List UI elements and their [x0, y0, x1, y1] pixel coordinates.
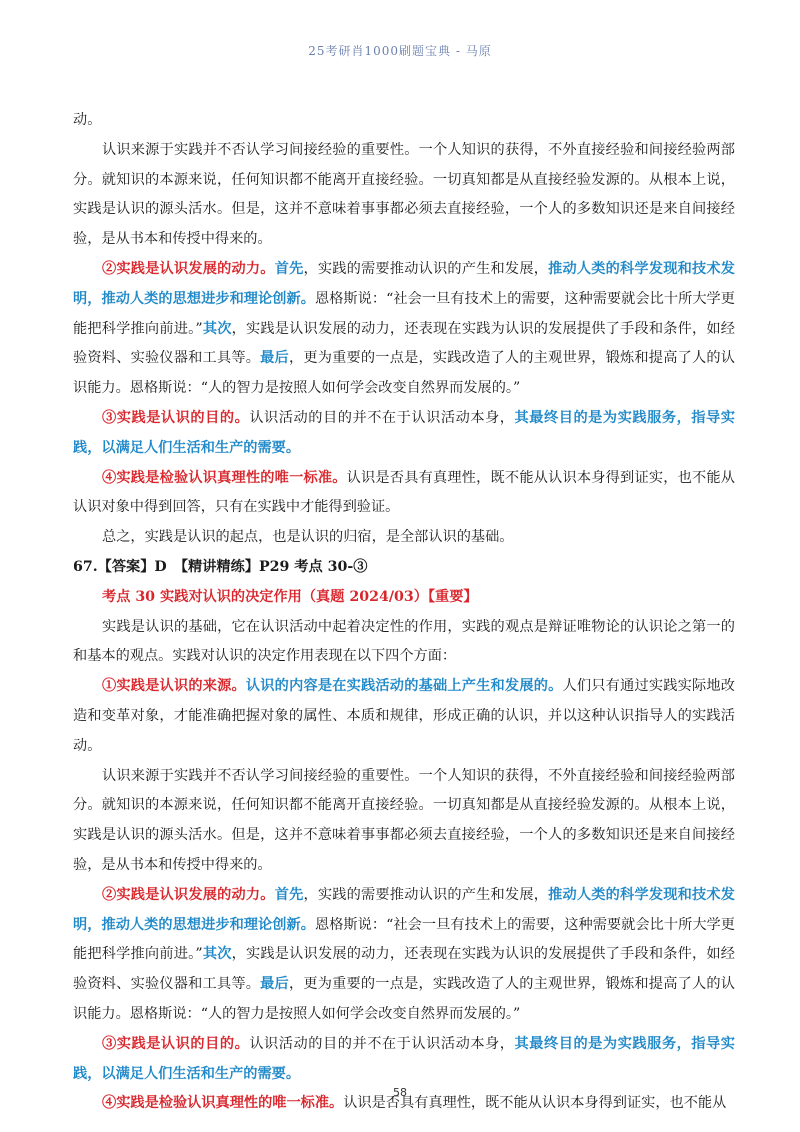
emphasis: 其最终目的是为实践服务，指导实践，以满足人们生活和生产的需要。	[73, 409, 735, 456]
paragraph	[73, 1030, 735, 1090]
keyword: 首先	[274, 260, 304, 277]
text: 认识活动的目的并不在于认识活动本身，	[249, 1035, 515, 1052]
text: ，实践是认识发展的动力，还表现在实践为认识的发展提供了手段和条件，如经验资料、实验仪器和工具等。	[73, 946, 735, 993]
paragraph	[73, 464, 735, 524]
topic-title: 考点 30 实践对认识的决定作用（真题 2024/03）【重要】	[102, 588, 478, 605]
point-heading: ②实践是认识发展的动力。	[102, 260, 275, 277]
page-number: 58	[393, 1086, 407, 1099]
paragraph: 认识来源于实践并不否认学习间接经验的重要性。一个人知识的获得，不外直接经验和间接经验两部分。就知识的本源来说，任何知识都不能离开直接经验。一切真知都是从直接经验发源的。从根本上说，实践是认识的源头活水。但是，这并不意味着事事都必须去直接经验，一个人的多数知识还是来自间接经验，是从书本和传授中得来的。	[73, 767, 735, 873]
keyword: 最后	[260, 976, 289, 993]
text: 认识是否具有真理性，既不能从认识本身得到证实，也不能从认识对象中得到回答，只有在实践中才能得到验证。	[73, 469, 735, 516]
text: 人们只有通过实践实际地改造和变革对象，才能准确把握对象的属性、本质和规律，形成正确的认识，并以这种认识指导人的实践活动。	[73, 678, 735, 754]
page-header: 25考研肖1000刷题宝典 - 马原	[308, 44, 492, 58]
text: ，实践的需要推动认识的产生和发展，	[303, 260, 549, 277]
keyword: 其次	[202, 946, 232, 963]
emphasis: 其最终目的是为实践服务，指导实践，以满足人们生活和生产的需要。	[73, 1035, 735, 1082]
text: 认识是否具有真理性，既不能从认识本身得到证实，也不能从	[343, 1095, 727, 1112]
text: ，更为重要的一点是，实践改造了人的主观世界，锻炼和提高了人的认识能力。恩格斯说：“人的智力是按照人如何学会改变自然界而发展的。”	[73, 350, 735, 397]
paragraph: 实践是认识的基础，它在认识活动中起着决定性的作用，实践的观点是辩证唯物论的认识论之第一的和基本的观点。实践对认识的决定作用表现在以下四个方面：	[73, 618, 735, 665]
keyword: 首先	[274, 886, 304, 903]
text: 恩格斯说：“社会一旦有技术上的需要，这种需要就会比十所大学更能把科学推向前进。”	[73, 290, 735, 337]
text: ，实践的需要推动认识的产生和发展，	[303, 886, 549, 903]
keyword: 其次	[202, 320, 232, 337]
paragraph: 认识来源于实践并不否认学习间接经验的重要性。一个人知识的获得，不外直接经验和间接经验两部分。就知识的本源来说，任何知识都不能离开直接经验。一切真知都是从直接经验发源的。从根本上说，实践是认识的源头活水。但是，这并不意味着事事都必须去直接经验，一个人的多数知识还是来自间接经验，是从书本和传授中得来的。	[73, 141, 735, 248]
paragraph: 总之，实践是认识的起点，也是认识的归宿，是全部认识的基础。	[102, 529, 514, 546]
page-content	[73, 106, 735, 1119]
point-heading: ④实践是检验认识真理性的唯一标准。	[102, 469, 347, 486]
emphasis: 认识的内容是在实践活动的基础上产生和发展的。	[245, 678, 563, 695]
point-heading: ③实践是认识的目的。	[102, 1035, 250, 1052]
emphasis: 推动人类的科学发现和技术发明，推动人类的思想进步和理论创新。	[73, 260, 735, 307]
text: ，实践是认识发展的动力，还表现在实践为认识的发展提供了手段和条件，如经验资料、实验仪器和工具等。	[73, 320, 735, 367]
point-heading: ④实践是检验认识真理性的唯一标准。	[102, 1095, 344, 1112]
point-heading: ②实践是认识发展的动力。	[102, 886, 275, 903]
emphasis: 推动人类的科学发现和技术发明，推动人类的思想进步和理论创新。	[73, 886, 735, 933]
paragraph	[73, 255, 735, 404]
paragraph	[73, 404, 735, 464]
text: 恩格斯说：“社会一旦有技术上的需要，这种需要就会比十所大学更能把科学推向前进。”	[73, 916, 735, 963]
point-heading: ①实践是认识的来源。	[102, 678, 246, 695]
answer-line: 67.【答案】D 【精讲精练】P29 考点 30-③	[73, 558, 368, 575]
keyword: 最后	[260, 350, 289, 367]
text: 认识活动的目的并不在于认识活动本身，	[249, 409, 515, 426]
text: ，更为重要的一点是，实践改造了人的主观世界，锻炼和提高了人的认识能力。恩格斯说：“人的智力是按照人如何学会改变自然界而发展的。”	[73, 976, 735, 1022]
paragraph: 动。	[73, 112, 102, 128]
paragraph	[73, 672, 735, 761]
paragraph	[73, 881, 735, 1030]
point-heading: ③实践是认识的目的。	[102, 409, 250, 426]
